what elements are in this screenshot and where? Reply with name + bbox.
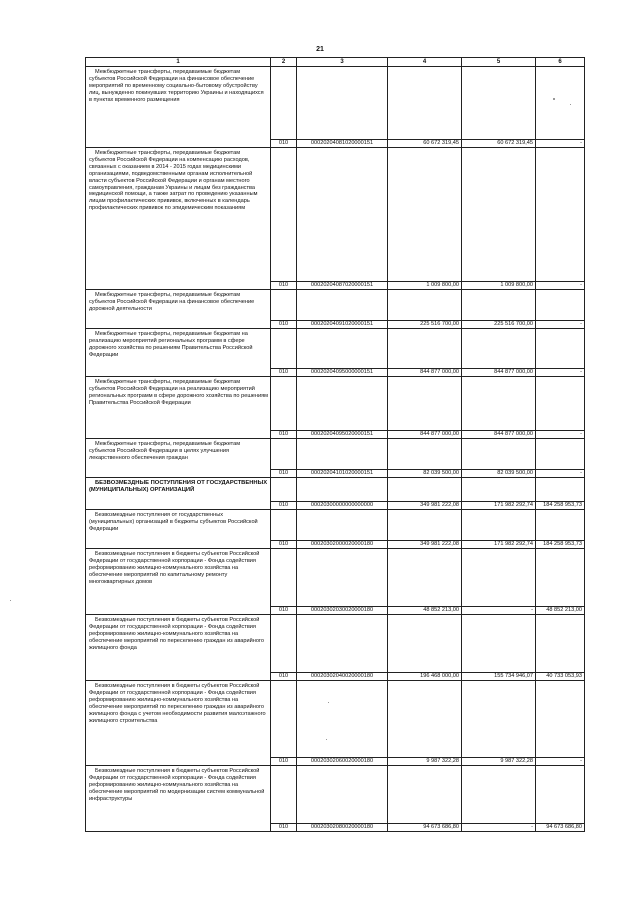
row-col4-value: 1 009 800,00: [388, 281, 461, 289]
row-description: Безвозмездные поступления в бюджеты субъектов Российской Федерации от государственной корпорации - Фонда содействия реформированию жилищно-коммунального хозяйства на обеспечение мероприятий по модернизации систем коммунальной инфраструктуры: [86, 766, 271, 832]
row-col6-value: 94 673 686,80: [536, 823, 584, 831]
row-description: Межбюджетные трансферты, передаваемые бюджетам субъектов Российской Федерации на компенсацию расходов, связанных с оказанием в 2014 - 2015 годах медицинскими организациями, подведомственными органам исполнительной власти субъектов Российской Федерации и органам местного самоуправления, гражданам Украины и лицам без гражданства медицинской помощи, а также затрат по проведению указанным лицам профилактических прививок, включенных в календарь профилактических прививок по эпидемическим показаниям: [86, 148, 271, 290]
scan-speck: [328, 702, 329, 703]
row-description: Межбюджетные трансферты, передаваемые бюджетам на реализацию мероприятий региональных программ в сфере дорожного хозяйства по решениям Правительства Российской Федерации: [86, 329, 271, 377]
row-col5-value: 155 734 946,07: [462, 672, 535, 680]
row-description: БЕЗВОЗМЕЗДНЫЕ ПОСТУПЛЕНИЯ ОТ ГОСУДАРСТВЕННЫХ (МУНИЦИПАЛЬНЫХ) ОРГАНИЗАЦИЙ: [86, 478, 271, 510]
row-col4-value: 9 987 322,28: [388, 757, 461, 765]
row-col6-value: 40 733 053,93: [536, 672, 584, 680]
row-col5-value: -: [462, 823, 535, 831]
row-col5-value: 844 877 000,00: [462, 368, 535, 376]
row-col6-value: -: [536, 469, 584, 477]
scan-speck: [326, 739, 327, 740]
table-row: [86, 148, 585, 290]
row-col6-value: 184 258 953,73: [536, 501, 584, 509]
scan-speck: [553, 98, 555, 100]
table-row: [86, 549, 585, 615]
row-description: Межбюджетные трансферты, передаваемые бюджетам субъектов Российской Федерации на финансовое обеспечение дорожной деятельности: [86, 290, 271, 329]
row-col5-value: -: [462, 606, 535, 614]
row-code: 010: [271, 672, 296, 680]
column-number: 1: [86, 58, 271, 67]
row-col4-value: 349 981 222,08: [388, 501, 461, 509]
row-kbk: 00020300000000000000: [297, 501, 387, 509]
column-number: 5: [462, 58, 536, 67]
column-number: 6: [536, 58, 585, 67]
table-row: [86, 377, 585, 439]
row-kbk: 00020302040020000180: [297, 672, 387, 680]
row-col4-value: 225 516 700,00: [388, 320, 461, 328]
row-code: 010: [271, 368, 296, 376]
page-number: 21: [316, 46, 324, 53]
row-kbk: 00020302030020000180: [297, 606, 387, 614]
table-row: [86, 329, 585, 377]
row-col6-value: -: [536, 281, 584, 289]
row-code: 010: [271, 757, 296, 765]
table-row: [86, 290, 585, 329]
table-row: [86, 478, 585, 510]
row-code: 010: [271, 430, 296, 438]
row-col5-value: 844 877 000,00: [462, 430, 535, 438]
row-description: Межбюджетные трансферты, передаваемые бюджетам субъектов Российской Федерации в целях улучшения лекарственного обеспечения граждан: [86, 439, 271, 478]
table-row: [86, 510, 585, 549]
row-col4-value: 60 672 319,45: [388, 139, 461, 147]
row-description: Межбюджетные трансферты, передаваемые бюджетам субъектов Российской Федерации на финансовое обеспечение мероприятий по временному социально-бытовому обустройству лиц, вынужденно покинувших территорию Украины и находящихся в пунктах временного размещения: [86, 67, 271, 148]
row-description: Безвозмездные поступления в бюджеты субъектов Российской Федерации от государственной корпорации - Фонда содействия реформированию жилищно-коммунального хозяйства на обеспечение мероприятий по переселению граждан из аварийного жилищного фонда: [86, 615, 271, 681]
row-kbk: 00020302000020000180: [297, 540, 387, 548]
row-code: 010: [271, 281, 296, 289]
row-col5-value: 171 982 292,74: [462, 540, 535, 548]
row-code: 010: [271, 540, 296, 548]
row-kbk: 00020204091020000151: [297, 320, 387, 328]
row-kbk: 00020204101020000151: [297, 469, 387, 477]
table-row: [86, 67, 585, 148]
row-col6-value: 184 258 953,73: [536, 540, 584, 548]
row-col6-value: -: [536, 139, 584, 147]
row-col5-value: 60 672 319,45: [462, 139, 535, 147]
revenue-table: [85, 57, 585, 832]
row-description: Безвозмездные поступления в бюджеты субъектов Российской Федерации от государственной корпорации - Фонда содействия реформированию жилищно-коммунального хозяйства на обеспечение мероприятий по переселению граждан из аварийного жилищного фонда с учетом необходимости развития малоэтажного жилищного строительства: [86, 681, 271, 766]
table-row: [86, 439, 585, 478]
row-description: Безвозмездные поступления в бюджеты субъектов Российской Федерации от государственной корпорации - Фонда содействия реформированию жилищно-коммунального хозяйства на обеспечение мероприятий по капитальному ремонту многоквартирных домов: [86, 549, 271, 615]
row-col4-value: 349 981 222,08: [388, 540, 461, 548]
row-col4-value: 196 468 000,00: [388, 672, 461, 680]
table-row: [86, 681, 585, 766]
row-kbk: 00020204095000000151: [297, 368, 387, 376]
column-number: 4: [388, 58, 462, 67]
row-kbk: 00020204081020000151: [297, 139, 387, 147]
row-code: 010: [271, 606, 296, 614]
row-col4-value: 82 039 500,00: [388, 469, 461, 477]
row-col4-value: 844 877 000,00: [388, 430, 461, 438]
row-kbk: 00020302080020000180: [297, 823, 387, 831]
row-col6-value: -: [536, 320, 584, 328]
table-row: [86, 615, 585, 681]
row-col5-value: 225 516 700,00: [462, 320, 535, 328]
row-col5-value: 171 982 292,74: [462, 501, 535, 509]
row-col5-value: 1 009 800,00: [462, 281, 535, 289]
row-col6-value: -: [536, 757, 584, 765]
column-number: 2: [271, 58, 297, 67]
row-col4-value: 94 673 686,80: [388, 823, 461, 831]
row-code: 010: [271, 469, 296, 477]
row-kbk: 00020204095020000151: [297, 430, 387, 438]
row-col4-value: 48 852 213,00: [388, 606, 461, 614]
table-row: [86, 766, 585, 832]
row-col4-value: 844 877 000,00: [388, 368, 461, 376]
column-number: 3: [297, 58, 388, 67]
row-col6-value: -: [536, 368, 584, 376]
row-col6-value: 48 852 213,00: [536, 606, 584, 614]
row-code: 010: [271, 823, 296, 831]
row-col5-value: 82 039 500,00: [462, 469, 535, 477]
row-col6-value: -: [536, 430, 584, 438]
row-description: Безвозмездные поступления от государственных (муниципальных) организаций в бюджеты субъектов Российской Федерации: [86, 510, 271, 549]
scan-speck: [10, 600, 11, 601]
row-kbk: 00020302060020000180: [297, 757, 387, 765]
row-code: 010: [271, 139, 296, 147]
row-description: Межбюджетные трансферты, передаваемые бюджетам субъектов Российской Федерации на реализацию мероприятий региональных программ в сфере дорожного хозяйства по решениям Правительства Российской Федерации: [86, 377, 271, 439]
column-number-row: [86, 58, 585, 67]
row-kbk: 00020204087020000151: [297, 281, 387, 289]
row-code: 010: [271, 320, 296, 328]
row-col5-value: 9 987 322,28: [462, 757, 535, 765]
scan-speck: [570, 104, 571, 105]
row-code: 010: [271, 501, 296, 509]
